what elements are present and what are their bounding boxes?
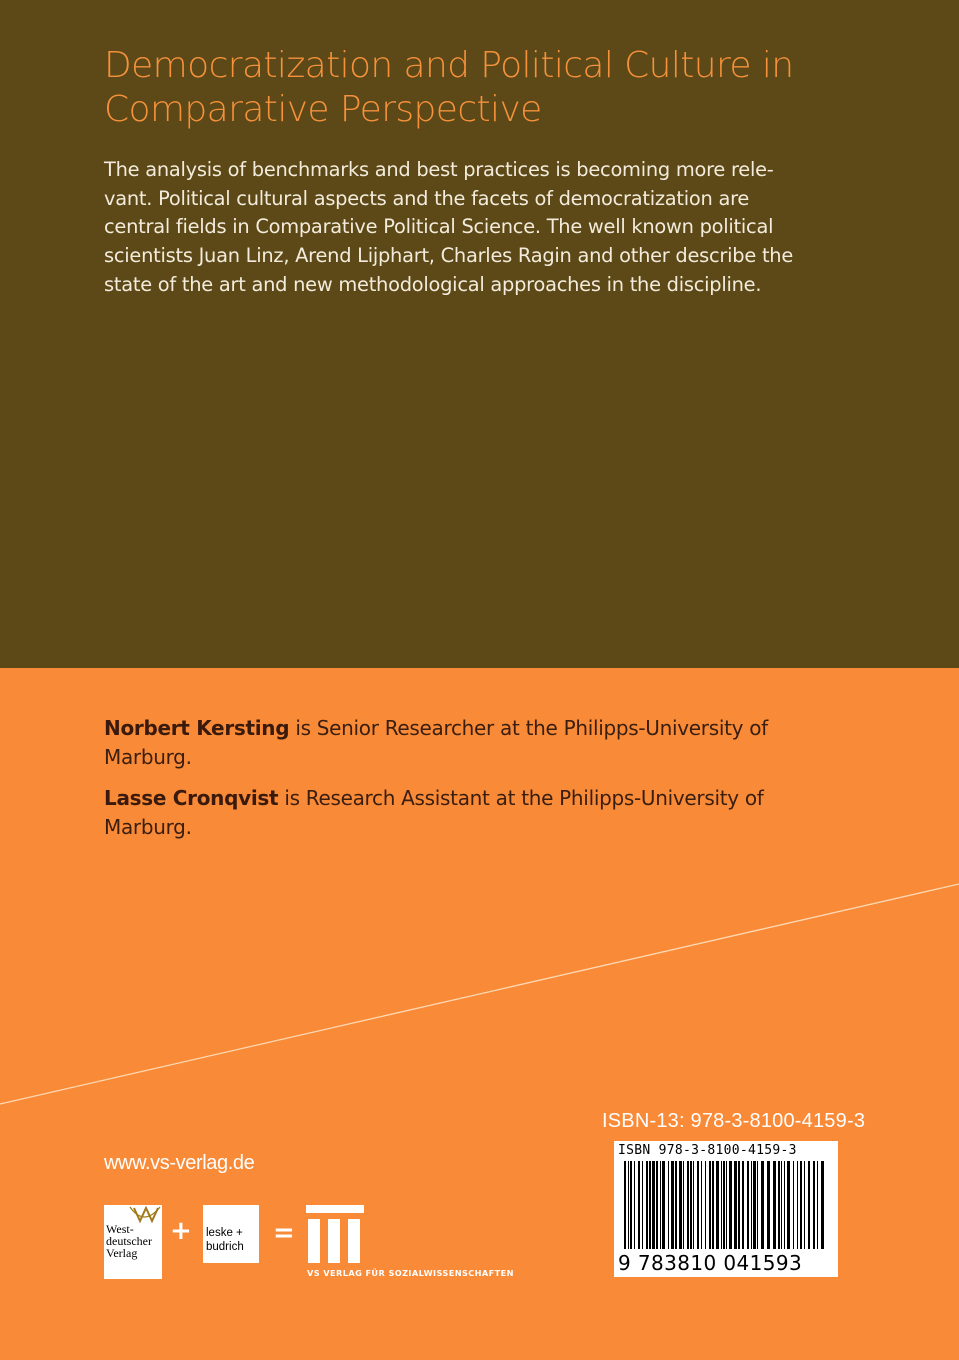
barcode-bar xyxy=(757,1161,758,1249)
barcode-bar xyxy=(767,1161,770,1249)
barcode-bar xyxy=(797,1161,798,1249)
author-bio-text: is Research Assistant at the Philipps-University of Marburg. xyxy=(104,786,764,839)
barcode-bar xyxy=(638,1161,640,1249)
barcode-bars xyxy=(624,1161,828,1255)
barcode-bar xyxy=(817,1161,818,1249)
barcode-bar xyxy=(646,1161,648,1249)
barcode-bar xyxy=(662,1161,665,1249)
plus-sign: + xyxy=(170,1216,192,1246)
barcode-bar xyxy=(716,1161,719,1249)
leske-logo-line: leske + xyxy=(206,1227,243,1239)
barcode-bar xyxy=(773,1161,776,1249)
barcode-bar xyxy=(709,1161,711,1249)
barcode-bar xyxy=(652,1161,655,1249)
author-name: Norbert Kersting xyxy=(104,716,290,740)
barcode-bar xyxy=(761,1161,764,1249)
blurb-line: vant. Political cultural aspects and the facets of democratization are xyxy=(104,186,750,210)
barcode-bar xyxy=(679,1161,682,1249)
barcode-bar xyxy=(753,1161,756,1249)
barcode xyxy=(614,1141,838,1277)
barcode-bar xyxy=(697,1161,699,1249)
barcode-bar xyxy=(628,1161,629,1249)
barcode-bar xyxy=(808,1161,810,1249)
barcode-bar xyxy=(668,1161,669,1249)
vs-verlag-caption: VS VERLAG FÜR SOZIALWISSENSCHAFTEN xyxy=(307,1268,514,1278)
barcode-bar xyxy=(634,1161,635,1249)
barcode-bar xyxy=(793,1161,794,1249)
westdeutscher-verlag-logo xyxy=(104,1205,162,1279)
barcode-bar xyxy=(671,1161,674,1249)
barcode-bar xyxy=(821,1161,824,1249)
barcode-bar xyxy=(642,1161,643,1249)
leske-logo-line: budrich xyxy=(206,1241,244,1253)
barcode-isbn-text: ISBN 978-3-8100-4159-3 xyxy=(618,1143,797,1158)
barcode-bar xyxy=(787,1161,790,1249)
barcode-bar xyxy=(734,1161,737,1249)
barcode-bar xyxy=(784,1161,785,1249)
barcode-bar xyxy=(738,1161,740,1249)
barcode-bar xyxy=(781,1161,782,1249)
barcode-bar xyxy=(656,1161,658,1249)
vs-verlag-logo-icon xyxy=(306,1205,364,1263)
barcode-bar xyxy=(778,1161,780,1249)
barcode-number: 9 783810 041593 xyxy=(618,1251,803,1275)
barcode-bar xyxy=(804,1161,805,1249)
book-title: Democratization and Political Culture in Comparative Perspective xyxy=(104,45,794,130)
book-blurb xyxy=(104,156,844,300)
barcode-bar xyxy=(751,1161,752,1249)
barcode-bar xyxy=(660,1161,661,1249)
author-name: Lasse Cronqvist xyxy=(104,786,279,810)
barcode-bar xyxy=(683,1161,684,1249)
barcode-bar xyxy=(729,1161,732,1249)
barcode-bar xyxy=(813,1161,815,1249)
barcode-bar xyxy=(624,1161,626,1249)
publisher-website: www.vs-verlag.de xyxy=(104,1152,255,1174)
barcode-bar xyxy=(742,1161,744,1249)
blurb-line: scientists Juan Linz, Arend Lijphart, Charles Ragin and other describe the xyxy=(104,244,794,268)
barcode-bar xyxy=(687,1161,689,1249)
barcode-bar xyxy=(721,1161,722,1249)
blurb-line: The analysis of benchmarks and best practices is becoming more rele- xyxy=(104,158,774,181)
barcode-bar xyxy=(726,1161,727,1249)
barcode-bar xyxy=(705,1161,706,1249)
barcode-bar xyxy=(701,1161,702,1249)
equals-sign: = xyxy=(273,1218,295,1248)
author-bio xyxy=(104,784,824,841)
westdeutscher-logo-text: West-deutscher Verlag xyxy=(106,1222,152,1260)
blurb-line: central fields in Comparative Political Science. The well known political xyxy=(104,215,774,239)
barcode-bar xyxy=(800,1161,802,1249)
barcode-bar xyxy=(675,1161,677,1249)
author-bio xyxy=(104,714,824,771)
barcode-bar xyxy=(630,1161,632,1249)
barcode-bar xyxy=(693,1161,694,1249)
leske-budrich-logo xyxy=(203,1205,259,1263)
barcode-bar xyxy=(723,1161,725,1249)
blurb-line: state of the art and new methodological approaches in the discipline. xyxy=(104,272,762,296)
author-bio-text: is Senior Researcher at the Philipps-University of Marburg. xyxy=(104,716,768,769)
isbn-13: ISBN-13: 978-3-8100-4159-3 xyxy=(602,1110,866,1132)
barcode-bar xyxy=(712,1161,714,1249)
barcode-bar xyxy=(690,1161,692,1249)
barcode-bar xyxy=(649,1161,651,1249)
barcode-bar xyxy=(747,1161,749,1249)
